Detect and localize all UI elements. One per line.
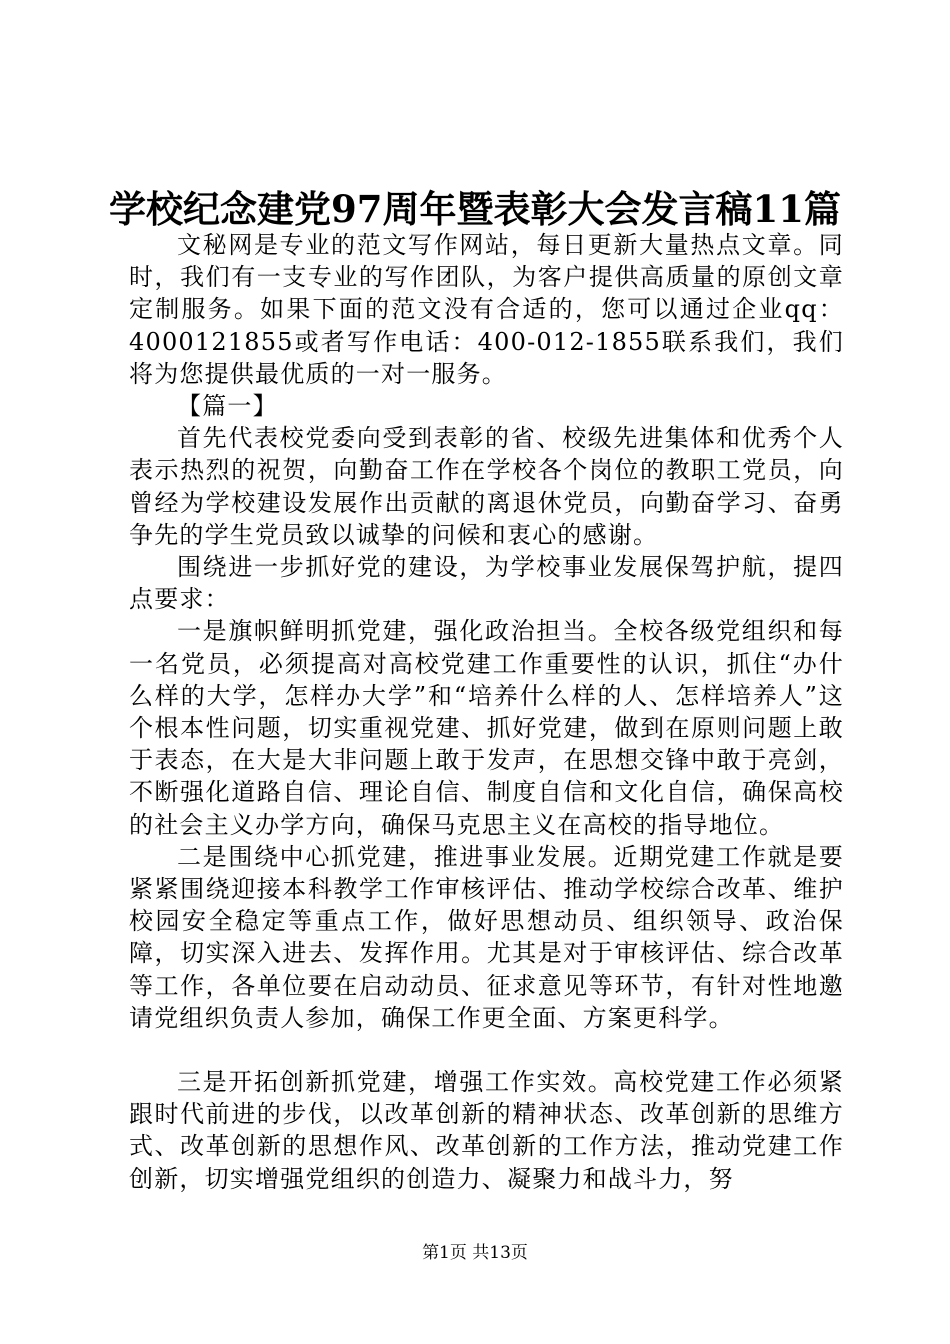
section-heading: 【篇一】 <box>177 392 278 421</box>
body-paragraph: 三是开拓创新抓党建，增强工作实效。高校党建工作必须紧跟时代前进的步伐，以改革创新的精神状态、改革创新的思维方式、改革创新的思想作风、改革创新的工作方法，推动党建工作创新，切实增强党组织的创造力、凝聚力和战斗力，努 <box>129 1068 844 1193</box>
intro-paragraph: 文秘网是专业的范文写作网站，每日更新大量热点文章。同时，我们有一支专业的写作团队，为客户提供高质量的原创文章定制服务。如果下面的范文没有合适的，您可以通过企业qq：4000121855或者写作电话：400-012-1855联系我们，我们将为您提供最优质的一对一服务。 <box>129 231 844 388</box>
document-body <box>129 229 844 1195</box>
document-title: 学校纪念建党97周年暨表彰大会发言稿11篇 <box>109 187 841 231</box>
body-paragraph: 一是旗帜鲜明抓党建，强化政治担当。全校各级党组织和每一名党员，必须提高对高校党建工作重要性的认识，抓住“办什么样的大学，怎样办大学”和“培养什么样的人、怎样培养人”这个根本性问题，切实重视党建、抓好党建，做到在原则问题上敢于表态，在大是大非问题上敢于发声，在思想交锋中敢于亮剑，不断强化道路自信、理论自信、制度自信和文化自信，确保高校的社会主义办学方向，确保马克思主义在高校的指导地位。 <box>129 617 844 839</box>
page-number: 第1页 共13页 <box>422 1243 528 1263</box>
body-paragraph: 围绕进一步抓好党的建设，为学校事业发展保驾护航，提四点要求： <box>129 553 844 614</box>
body-paragraph: 二是围绕中心抓党建，推进事业发展。近期党建工作就是要紧紧围绕迎接本科教学工作审核评估、推动学校综合改革、维护校园安全稳定等重点工作，做好思想动员、组织领导、政治保障，切实深入进去、发挥作用。尤其是对于审核评估、综合改革等工作，各单位要在启动动员、征求意见等环节，有针对性地邀请党组织负责人参加，确保工作更全面、方案更科学。 <box>129 842 844 1032</box>
body-paragraph: 首先代表校党委向受到表彰的省、校级先进集体和优秀个人表示热烈的祝贺，向勤奋工作在学校各个岗位的教职工党员，向曾经为学校建设发展作出贡献的离退休党员，向勤奋学习、奋勇争先的学生党员致以诚挚的问候和衷心的感谢。 <box>129 424 844 549</box>
